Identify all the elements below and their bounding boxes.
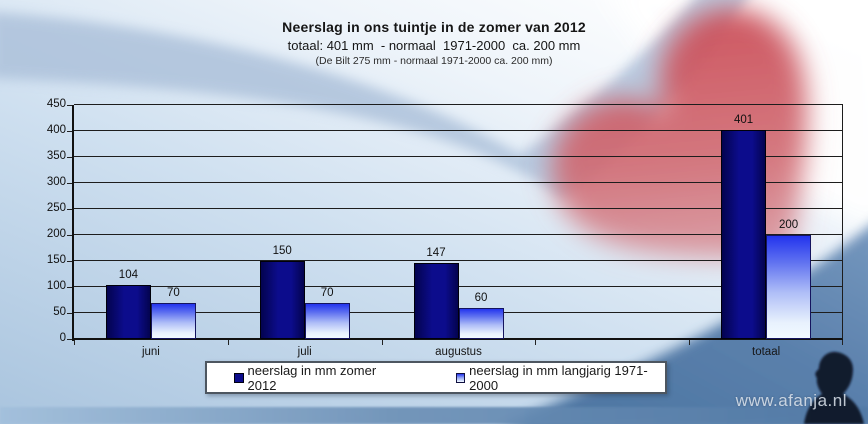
chart-subtitle: totaal: 401 mm - normaal 1971-2000 ca. 200 mm: [287, 37, 581, 53]
x-axis-tick-3: [535, 340, 536, 345]
bar-langjarig-totaal: [766, 235, 811, 339]
legend-item-langjarig: [456, 363, 665, 393]
x-axis-tick-1: [228, 340, 229, 345]
x-axis-category-juni: juni: [141, 346, 160, 358]
gridline-450: [74, 104, 843, 105]
bar-langjarig-juli: [305, 303, 350, 339]
y-axis-label-350: 350: [46, 150, 66, 162]
bar-value-label-juli-1: 70: [320, 286, 334, 299]
bar-zomer2012-juni: [106, 285, 151, 339]
bar-zomer2012-juli: [260, 261, 305, 339]
y-axis-label-150: 150: [46, 254, 66, 266]
bar-value-label-totaal-0: 401: [734, 114, 754, 127]
chart-plot-area: [46, 98, 843, 358]
bar-zomer2012-totaal: [721, 130, 766, 339]
bar-value-label-augustus-1: 60: [474, 291, 488, 304]
y-axis-label-200: 200: [46, 228, 66, 240]
bar-langjarig-juni: [151, 303, 196, 339]
chart-title: Neerslag in ons tuintje in de zomer van 2012: [282, 19, 586, 35]
legend-label-langjarig: neerslag in mm langjarig 1971-2000: [469, 362, 648, 393]
bar-value-label-juni-1: 70: [166, 286, 180, 299]
y-axis-label-400: 400: [46, 124, 66, 136]
y-axis-line: [72, 105, 74, 341]
y-axis-label-450: 450: [46, 98, 66, 110]
bar-value-label-totaal-1: 200: [779, 219, 799, 231]
y-axis-label-0: 0: [59, 332, 66, 344]
x-axis-category-juli: juli: [297, 346, 312, 358]
y-axis-label-100: 100: [46, 280, 66, 292]
y-axis-label-250: 250: [46, 202, 66, 214]
plot-right-border: [842, 105, 843, 339]
bar-zomer2012-augustus: [414, 263, 459, 339]
x-axis-tick-2: [382, 340, 383, 345]
chart-note: (De Bilt 275 mm - normaal 1971-2000 ca. 200 mm): [315, 55, 553, 68]
x-axis-category-augustus: augustus: [435, 346, 482, 358]
legend-marker-zomer-2012: [234, 373, 244, 383]
x-axis-category-totaal: totaal: [752, 346, 781, 358]
x-axis-tick-4: [689, 340, 690, 345]
chart-title-block: [0, 19, 868, 68]
x-axis-tick-5: [842, 340, 843, 345]
bar-value-label-augustus-0: 147: [426, 246, 446, 259]
chart-legend: [205, 361, 667, 394]
y-axis-label-50: 50: [53, 306, 66, 318]
bar-value-label-juli-0: 150: [272, 245, 292, 257]
legend-marker-langjarig: [456, 373, 466, 383]
watermark-text: www.afanja.nl: [735, 391, 847, 410]
x-axis-tick-0: [74, 340, 75, 345]
y-axis-label-300: 300: [46, 176, 66, 188]
bar-value-label-juni-0: 104: [118, 268, 138, 281]
legend-label-zomer-2012: neerslag in mm zomer 2012: [247, 362, 377, 393]
bar-langjarig-augustus: [459, 308, 504, 339]
legend-item-zomer-2012: [234, 363, 400, 393]
